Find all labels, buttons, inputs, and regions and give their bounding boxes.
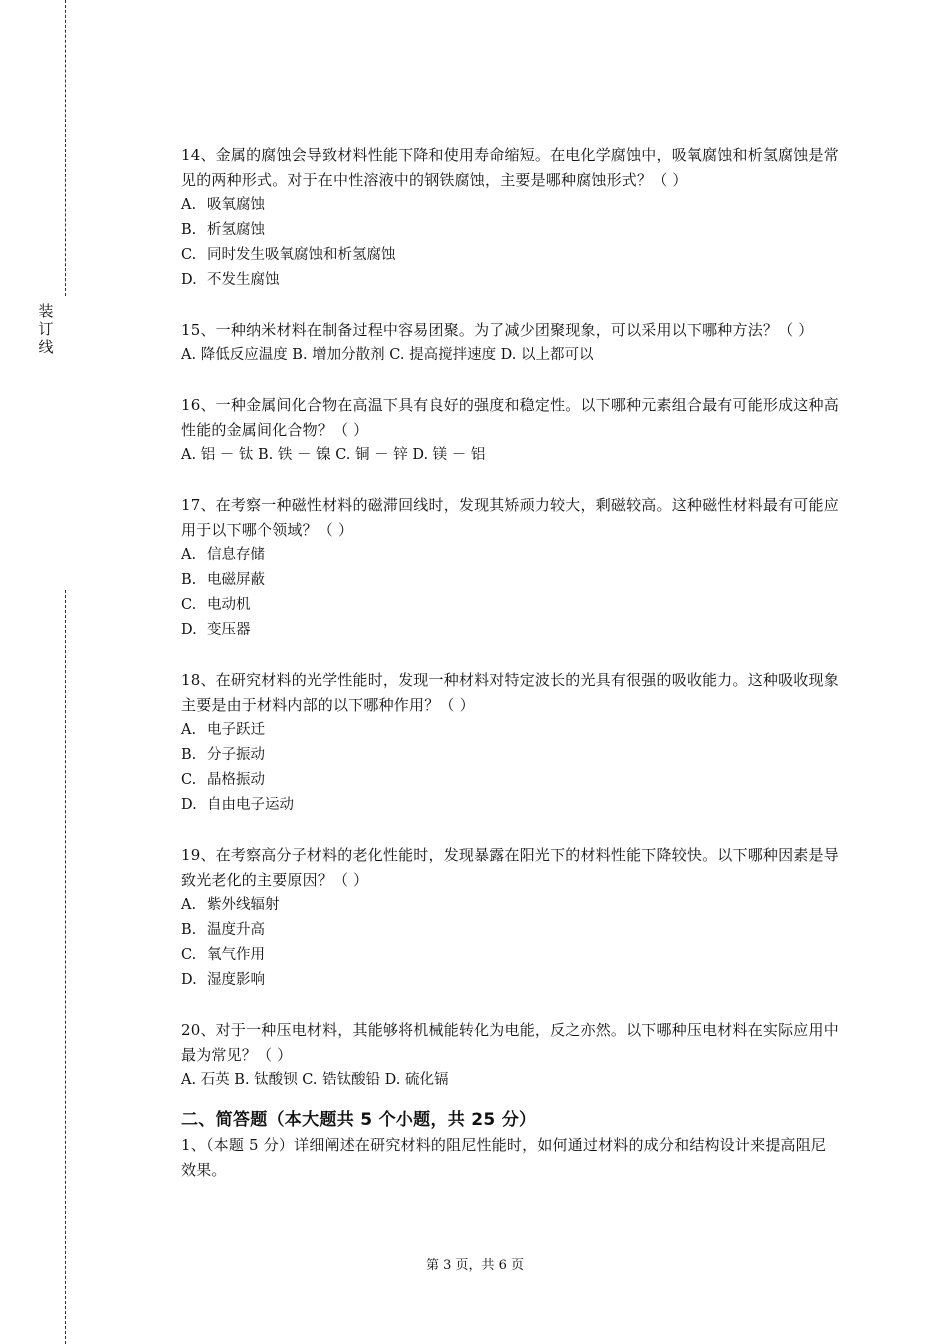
section-title: 二、简答题（本大题共 5 个小题，共 25 分） xyxy=(181,1110,537,1130)
option-list xyxy=(181,193,839,293)
option-list xyxy=(181,718,839,818)
option-a: A. 吸氧腐蚀 xyxy=(181,197,265,213)
binding-dashed-line-top xyxy=(65,0,66,296)
page-number: 第 3 页，共 6 页 xyxy=(425,1258,525,1273)
question-14 xyxy=(181,143,839,293)
question-19 xyxy=(181,843,839,993)
inline-options: A. 铝 － 钛 B. 铁 － 镍 C. 铜 － 锌 D. 镁 － 铝 xyxy=(181,447,486,463)
option-d: D. 变压器 xyxy=(181,622,251,638)
binding-label xyxy=(36,302,56,356)
binding-dashed-line-bottom xyxy=(65,590,66,1344)
option-b: B. 电磁屏蔽 xyxy=(181,572,265,588)
option-a: A. 紫外线辐射 xyxy=(181,897,280,913)
question-text: 18、在研究材料的光学性能时，发现一种材料对特定波长的光具有很强的吸收能力。这种吸收现象主要是由于材料内部的以下哪种作用？（ ） xyxy=(181,671,839,714)
question-17 xyxy=(181,493,839,643)
option-c: C. 电动机 xyxy=(181,597,251,613)
question-text: 17、在考察一种磁性材料的磁滞回线时，发现其矫顽力较大，剩磁较高。这种磁性材料最有可能应用于以下哪个领域？（ ） xyxy=(181,496,839,539)
short-answer-question-1: 1、（本题 5 分）详细阐述在研究材料的阻尼性能时，如何通过材料的成分和结构设计来提高阻尼效果。 xyxy=(181,1136,827,1179)
option-a: A. 电子跃迁 xyxy=(181,722,265,738)
page-content xyxy=(181,143,839,1183)
question-text: 14、金属的腐蚀会导致材料性能下降和使用寿命缩短。在电化学腐蚀中，吸氧腐蚀和析氢腐蚀是常见的两种形式。对于在中性溶液中的钢铁腐蚀，主要是哪种腐蚀形式？（ ） xyxy=(181,146,839,189)
option-d: D. 自由电子运动 xyxy=(181,797,294,813)
option-d: D. 湿度影响 xyxy=(181,972,265,988)
inline-options: A. 石英 B. 钛酸钡 C. 锆钛酸铅 D. 硫化镉 xyxy=(181,1072,449,1088)
question-18 xyxy=(181,668,839,818)
binding-char: 装 xyxy=(38,302,54,320)
question-20 xyxy=(181,1018,839,1093)
binding-char: 线 xyxy=(38,338,54,356)
option-b: B. 温度升高 xyxy=(181,922,265,938)
option-list xyxy=(181,543,839,643)
question-text: 19、在考察高分子材料的老化性能时，发现暴露在阳光下的材料性能下降较快。以下哪种因素是导致光老化的主要原因？（ ） xyxy=(181,846,839,889)
option-c: C. 同时发生吸氧腐蚀和析氢腐蚀 xyxy=(181,247,396,263)
option-d: D. 不发生腐蚀 xyxy=(181,272,280,288)
question-16 xyxy=(181,393,839,468)
option-a: A. 信息存储 xyxy=(181,547,265,563)
binding-char: 订 xyxy=(38,320,54,338)
question-15 xyxy=(181,318,839,368)
option-list xyxy=(181,893,839,993)
option-b: B. 分子振动 xyxy=(181,747,265,763)
option-b: B. 析氢腐蚀 xyxy=(181,222,265,238)
question-text: 15、一种纳米材料在制备过程中容易团聚。为了减少团聚现象，可以采用以下哪种方法？（ ） xyxy=(181,321,814,339)
question-text: 16、一种金属间化合物在高温下具有良好的强度和稳定性。以下哪种元素组合最有可能形成这种高性能的金属间化合物？（ ） xyxy=(181,396,839,439)
inline-options: A. 降低反应温度 B. 增加分散剂 C. 提高搅拌速度 D. 以上都可以 xyxy=(181,347,594,363)
question-text: 20、对于一种压电材料，其能够将机械能转化为电能，反之亦然。以下哪种压电材料在实际应用中最为常见？（ ） xyxy=(181,1021,839,1064)
option-c: C. 氧气作用 xyxy=(181,947,265,963)
option-c: C. 晶格振动 xyxy=(181,772,265,788)
